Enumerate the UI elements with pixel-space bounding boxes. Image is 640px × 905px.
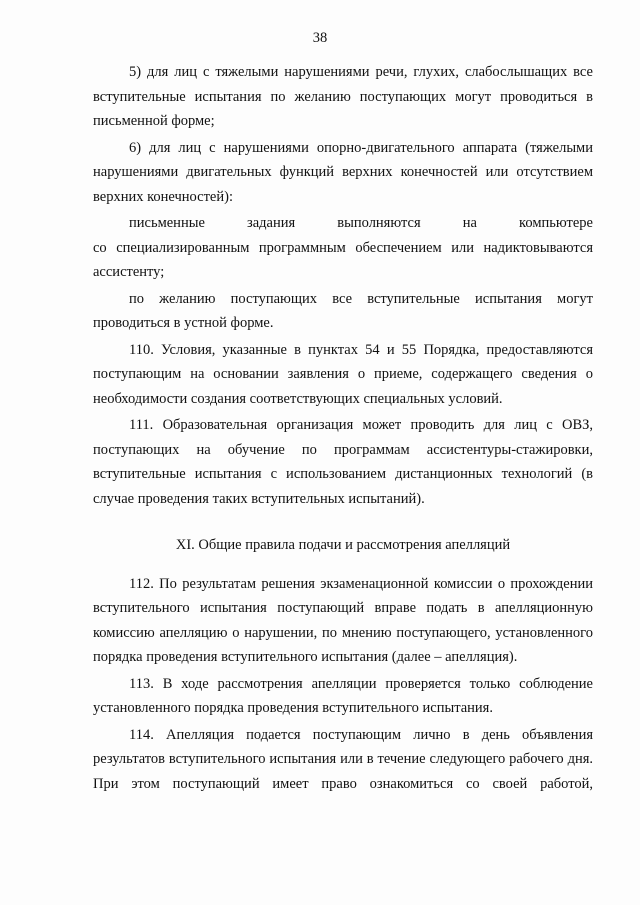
paragraph-112: 112. По результатам решения экзаменационной комиссии о прохождении вступительного испытания поступающий вправе подать в апелляционную комиссию апелляцию о нарушении, по мнению поступающего, установленного порядка проведения вступительного испытания (далее – апелляция). xyxy=(93,575,593,665)
paragraph-110: 110. Условия, указанные в пунктах 54 и 55 Порядка, предоставляются поступающим на основании заявления о приеме, содержащего сведения о необходимости создания соответствующих специальных условий. xyxy=(93,341,593,407)
word: письменные xyxy=(129,215,205,231)
oral-form-paragraph: по желанию поступающих все вступительные испытания могут проводиться в устной форме. xyxy=(93,290,593,331)
written-tasks-rest: со специализированным программным обеспечением или надиктовываются ассистенту; xyxy=(93,239,593,280)
written-tasks-line xyxy=(129,211,593,236)
page-number: 38 xyxy=(312,30,328,46)
paragraph-111: 111. Образовательная организация может проводить для лиц с ОВЗ, поступающих на обучение по программам ассистентуры-стажировки, вступительные испытания с использованием дистанционных технологий (в случае проведения таких вступительных испытаний). xyxy=(93,417,593,507)
section-heading: XI. Общие правила подачи и рассмотрения апелляций xyxy=(175,537,511,553)
word: задания xyxy=(247,215,296,231)
word: на xyxy=(462,215,477,231)
paragraph-item-6: 6) для лиц с нарушениями опорно-двигательного аппарата (тяжелыми нарушениями двигательных функций верхних конечностей или отсутствием верхних конечностей): xyxy=(93,139,593,205)
word: компьютере xyxy=(519,215,593,231)
paragraph-113: 113. В ходе рассмотрения апелляции проверяется только соблюдение установленного порядка проведения вступительного испытания. xyxy=(93,675,593,716)
paragraph-114: 114. Апелляция подается поступающим лично в день объявления результатов вступительного испытания или в течение следующего рабочего дня. При этом поступающий имеет право ознакомиться со своей работой, xyxy=(93,726,593,792)
document-body xyxy=(93,60,593,798)
word: выполняются xyxy=(337,215,421,231)
paragraph-item-5: 5) для лиц с тяжелыми нарушениями речи, глухих, слабослышащих все вступительные испытания по желанию поступающих могут проводиться в письменной форме; xyxy=(93,64,593,129)
